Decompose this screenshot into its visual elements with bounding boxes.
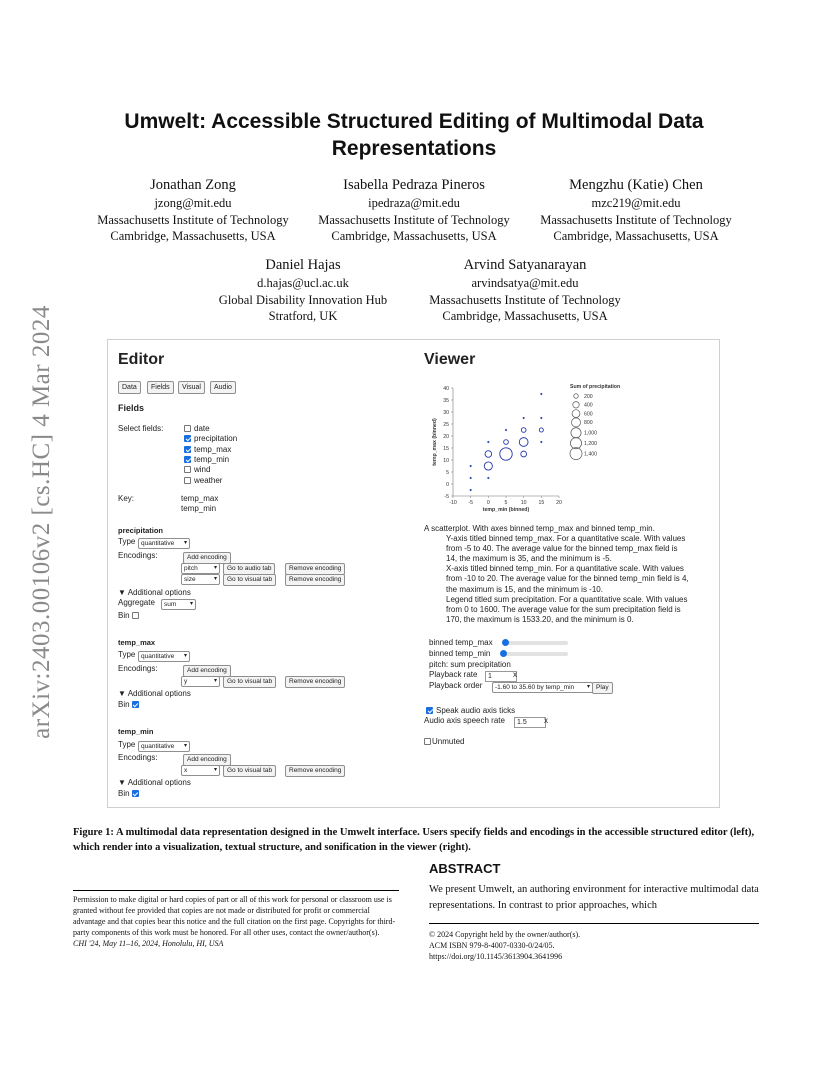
slider-min-track[interactable]: [501, 652, 568, 656]
text-detail-line: Legend titled sum precipitation. For a quantitative scale. With values: [446, 594, 688, 604]
encodings-label: Encodings:: [118, 753, 158, 762]
speak-ticks-checkbox[interactable]: [426, 707, 433, 714]
editor-heading: Editor: [118, 351, 165, 368]
go-audio-tab-button[interactable]: Go to audio tab: [223, 563, 275, 575]
add-encoding-button[interactable]: Add encoding: [183, 665, 231, 677]
x-tick-label: 5: [504, 500, 508, 506]
type-select[interactable]: quantitative ▾: [138, 538, 190, 549]
field-option[interactable]: [184, 445, 231, 455]
legend-symbol: [570, 448, 582, 460]
divider: [429, 923, 759, 924]
text-detail-line: 14, the maximum is 35, and the minimum is -5.: [446, 554, 612, 564]
scatterplot: [424, 382, 654, 512]
slider-min-knob[interactable]: [500, 650, 507, 657]
scatter-point: [523, 417, 525, 419]
field-option[interactable]: [184, 424, 210, 434]
copyright-block: © 2024 Copyright held by the owner/author(s). ACM ISBN 979-8-4007-0330-0/24/05. https://doi.org/10.1145/3613904.3641996: [429, 930, 581, 961]
key-value: temp_max: [181, 494, 219, 503]
go-visual-tab-button[interactable]: Go to visual tab: [223, 765, 276, 777]
figure-umwelt-interface: [107, 339, 720, 808]
remove-encoding-button[interactable]: Remove encoding: [285, 676, 345, 688]
figure-caption: Figure 1: A multimodal data representation designed in the Umwelt interface. Users specify fields and encodings in the accessible structured editor (left), which render into a visualization, textual structure, and sonification in the viewer (right).: [73, 827, 755, 853]
field-option[interactable]: [184, 465, 210, 475]
author-block: Isabella Pedraza Pineros ipedraza@mit.edu Massachusetts Institute of Technology Cambridge, Massachusetts, USA: [318, 177, 510, 243]
legend-label: 600: [584, 411, 593, 418]
author-block: Arvind Satyanarayan arvindsatya@mit.edu Massachusetts Institute of Technology Cambridge, Massachusetts, USA: [429, 257, 621, 323]
legend-label: 800: [584, 420, 593, 427]
bin-checkbox[interactable]: [132, 790, 139, 797]
clear-x-icon[interactable]: x: [513, 670, 517, 679]
encoding-select[interactable]: y ▾: [181, 676, 220, 687]
bin-checkbox[interactable]: [132, 612, 139, 619]
encoding-select[interactable]: x ▾: [181, 765, 220, 776]
legend-symbol: [571, 428, 581, 438]
field-label: temp_min: [194, 454, 230, 464]
y-tick-label: 10: [443, 457, 449, 464]
additional-options-toggle[interactable]: ▼ Additional options: [118, 778, 191, 787]
paper-title: Umwelt: Accessible Structured Editing of Multimodal Data Representations: [124, 110, 704, 160]
y-tick-label: 15: [443, 445, 449, 452]
field-checkbox[interactable]: [184, 477, 191, 484]
type-select[interactable]: quantitative ▾: [138, 741, 190, 752]
text-detail-line: X-axis titled binned temp_min. For a quantitative scale. With values: [446, 564, 684, 574]
author-block: Daniel Hajas d.hajas@ucl.ac.uk Global Disability Innovation Hub Stratford, UK: [218, 257, 388, 323]
remove-encoding-button[interactable]: Remove encoding: [285, 765, 345, 777]
field-checkbox[interactable]: [184, 425, 191, 432]
legend-symbol: [571, 418, 580, 427]
x-tick-label: -10: [449, 500, 457, 506]
field-label: date: [194, 424, 210, 433]
field-checkbox[interactable]: [184, 435, 191, 442]
legend-label: 1,000: [584, 430, 597, 437]
add-encoding-button[interactable]: Add encoding: [183, 754, 231, 766]
fields-heading: Fields: [118, 403, 145, 413]
legend-title: Sum of precipitation: [570, 384, 621, 390]
author-block: Mengzhu (Katie) Chen mzc219@mit.edu Massachusetts Institute of Technology Cambridge, Massachusetts, USA: [540, 177, 732, 243]
field-section-title: temp_max: [118, 638, 156, 647]
additional-options-toggle[interactable]: ▼ Additional options: [118, 689, 191, 698]
field-label: precipitation: [194, 434, 238, 444]
clear-x-icon[interactable]: x: [544, 716, 548, 725]
field-option[interactable]: [184, 476, 222, 486]
slider-min-label: binned temp_min: [429, 649, 491, 658]
pitch-label: pitch: sum precipitation: [429, 660, 511, 669]
y-tick-label: 35: [443, 397, 449, 404]
scatter-point: [540, 393, 542, 395]
y-tick-label: -5: [444, 493, 449, 500]
field-option[interactable]: [184, 455, 229, 465]
field-checkbox[interactable]: [184, 466, 191, 473]
scatter-point: [539, 428, 543, 432]
bin-row: Bin: [118, 611, 142, 621]
text-detail-line: from -5 to 40. The average value for the binned temp_max field is: [446, 544, 678, 554]
playback-order-label: Playback order: [429, 681, 483, 690]
scatter-point: [521, 428, 526, 433]
field-checkbox[interactable]: [184, 446, 191, 453]
y-tick-label: 0: [446, 481, 449, 488]
abstract-text: We present Umwelt, an authoring environment for interactive multimodal data representations. In contrast to prior approaches, which: [429, 884, 759, 911]
abstract-heading: ABSTRACT: [429, 861, 501, 876]
scatter-point: [521, 451, 527, 457]
tab-visual[interactable]: Visual: [178, 381, 205, 394]
field-checkbox[interactable]: [184, 456, 191, 463]
playback-order-select[interactable]: -1.60 to 35.60 by temp_min ▾: [492, 682, 593, 693]
legend-symbol: [574, 394, 579, 399]
y-tick-label: 40: [443, 385, 449, 392]
speech-rate-label: Audio axis speech rate: [424, 716, 505, 725]
divider: [73, 890, 399, 891]
y-axis-title: temp_max (binned): [432, 418, 438, 466]
scatter-point: [500, 448, 512, 460]
x-axis-title: temp_min (binned): [482, 507, 530, 512]
viewer-heading: Viewer: [424, 351, 476, 368]
speak-ticks-row: Speak audio axis ticks: [426, 706, 515, 716]
scatter-point: [487, 441, 489, 443]
x-tick-label: 15: [538, 500, 545, 506]
speech-rate-input[interactable]: 1.5: [514, 717, 546, 728]
scatter-point: [485, 451, 492, 458]
scatter-point: [470, 477, 472, 479]
type-label: Type: [118, 650, 136, 659]
scatter-point: [540, 417, 542, 419]
tab-audio[interactable]: Audio: [210, 381, 236, 394]
unmuted-checkbox[interactable]: [424, 738, 431, 745]
aggregate-select[interactable]: sum ▾: [161, 599, 196, 610]
text-detail-line: Y-axis titled binned temp_max. For a quantitative scale. With values: [446, 534, 686, 543]
text-detail-line: from 0 to 1600. The average value for the sum precipitation field is: [446, 604, 681, 614]
field-label: temp_max: [194, 444, 232, 454]
go-visual-tab-button[interactable]: Go to visual tab: [223, 574, 276, 586]
x-tick-label: 20: [556, 500, 562, 506]
legend-symbol: [572, 410, 580, 418]
y-tick-label: 25: [443, 421, 449, 428]
playback-rate-input[interactable]: 1: [485, 671, 517, 682]
scatter-point: [484, 462, 492, 470]
y-tick-label: 30: [443, 409, 449, 416]
x-tick-label: -5: [468, 500, 473, 506]
encoding-select[interactable]: size ▾: [181, 574, 220, 585]
type-select[interactable]: quantitative ▾: [138, 651, 190, 662]
tab-data[interactable]: Data: [118, 381, 141, 394]
slider-max-track[interactable]: [503, 641, 568, 645]
slider-max-knob[interactable]: [502, 639, 509, 646]
field-option[interactable]: [184, 434, 237, 444]
y-tick-label: 5: [446, 469, 449, 476]
field-label: weather: [194, 475, 223, 485]
scatter-point: [505, 429, 507, 431]
type-label: Type: [118, 740, 136, 749]
select-fields-label: Select fields:: [118, 424, 164, 433]
scatter-point: [470, 489, 472, 491]
legend-label: 1,400: [584, 451, 597, 458]
remove-encoding-button[interactable]: Remove encoding: [285, 574, 345, 586]
tab-fields[interactable]: Fields: [147, 381, 174, 394]
encodings-label: Encodings:: [118, 664, 158, 673]
unmuted-row: Unmuted: [424, 737, 464, 747]
scatter-point: [504, 440, 509, 445]
legend-symbol: [573, 402, 579, 408]
encodings-label: Encodings:: [118, 551, 158, 560]
x-tick-label: 10: [520, 500, 527, 506]
encoding-select[interactable]: pitch ▾: [181, 563, 220, 574]
type-label: Type: [118, 537, 136, 546]
field-label: wind: [194, 465, 211, 475]
aggregate-label: Aggregate: [118, 598, 155, 607]
bin-checkbox[interactable]: [132, 701, 139, 708]
arxiv-watermark: arXiv:2403.00106v2 [cs.HC] 4 Mar 2024: [28, 305, 55, 739]
additional-options-toggle[interactable]: ▼ Additional options: [118, 588, 191, 597]
playback-rate-label: Playback rate: [429, 670, 478, 679]
legend-symbol: [570, 438, 581, 449]
field-section-title: temp_min: [118, 727, 154, 736]
text-detail-line: from -10 to 20. The average value for the binned temp_min field is 4,: [446, 574, 689, 584]
text-detail-line: 170, the maximum is 1533.20, and the minimum is 0.: [446, 614, 634, 624]
y-tick-label: 20: [443, 433, 449, 440]
legend-label: 400: [584, 402, 593, 409]
play-button[interactable]: Play: [592, 682, 613, 694]
scatter-point: [470, 465, 472, 467]
bin-row: Bin: [118, 700, 142, 710]
scatter-point: [487, 477, 489, 479]
x-tick-label: 0: [486, 500, 490, 506]
scatter-point: [519, 438, 528, 447]
go-visual-tab-button[interactable]: Go to visual tab: [223, 676, 276, 688]
add-encoding-button[interactable]: Add encoding: [183, 552, 231, 564]
text-detail-line: the maximum is 15, and the minimum is -10.: [446, 584, 603, 594]
author-block: Jonathan Zong jzong@mit.edu Massachusetts Institute of Technology Cambridge, Massachusetts, USA: [97, 177, 289, 243]
key-value: temp_min: [181, 504, 217, 513]
legend-label: 200: [584, 393, 593, 400]
slider-max-label: binned temp_max: [429, 638, 493, 647]
field-section-title: precipitation: [118, 526, 164, 535]
bin-row: Bin: [118, 789, 142, 799]
remove-encoding-button[interactable]: Remove encoding: [285, 563, 345, 575]
key-label: Key:: [118, 494, 135, 503]
text-summary: A scatterplot. With axes binned temp_max and binned temp_min.: [424, 524, 655, 533]
scatter-point: [540, 441, 542, 443]
permission-notice: Permission to make digital or hard copies of part or all of this work for personal or classroom use is granted without fee provided that copies are not made or distributed for profit or commercial advantage and that copies bear this notice and the full citation on the first page. Copyrights for third-party components of this work must be honored. For all other uses, contact the owner/author(s). CHI '24, May 11–16, 2024, Honolulu, HI, USA: [73, 895, 396, 948]
legend-label: 1,200: [584, 441, 597, 447]
